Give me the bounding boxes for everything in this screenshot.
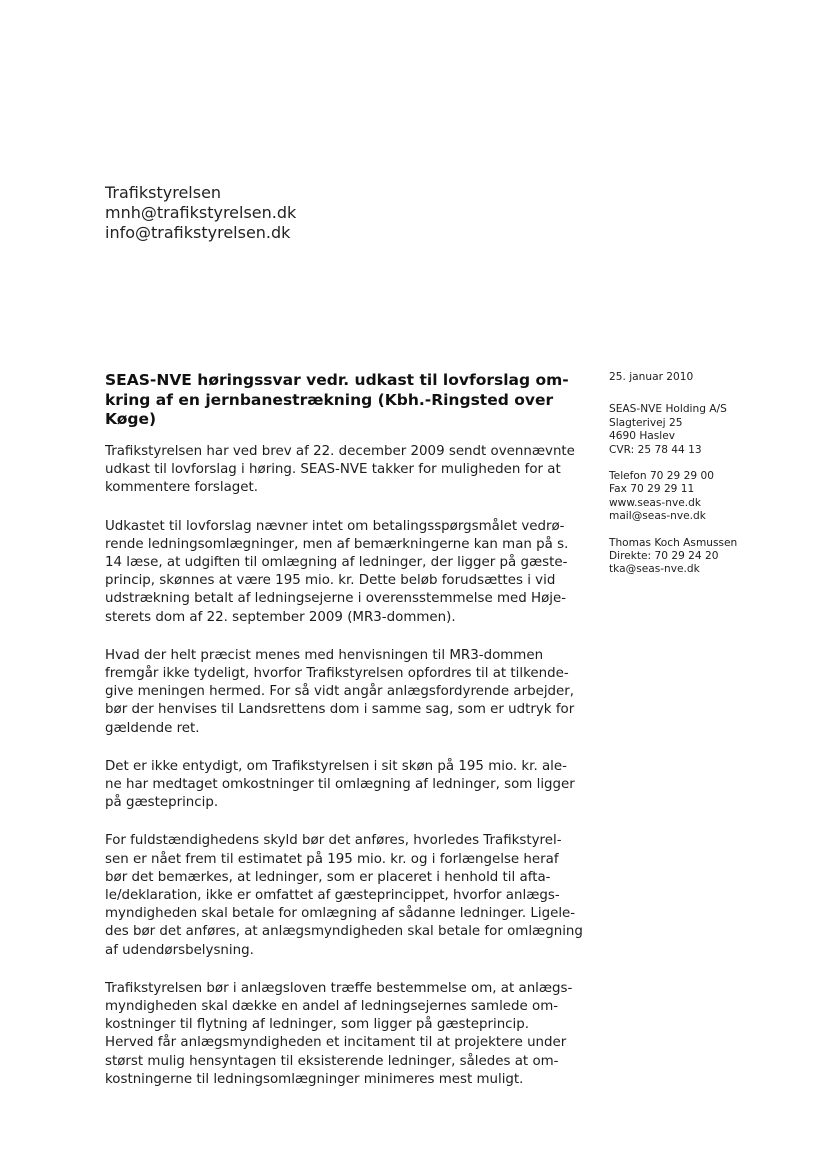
body-line: udstrækning betalt af ledningsejerne i overensstemmelse med Høje- bbox=[105, 591, 567, 607]
body-line: udkast til lovforslag i høring. SEAS-NVE takker for muligheden for at bbox=[105, 462, 561, 478]
company-phone: Telefon 70 29 29 00 bbox=[609, 470, 714, 483]
body-line: størst mulig hensyntagen til eksisterende ledninger, således at om- bbox=[105, 1053, 559, 1069]
body-line: Udkastet til lovforslag nævner intet om betalingsspørgsmålet vedrø- bbox=[105, 518, 565, 534]
subject-line: SEAS-NVE høringssvar vedr. udkast til lovforslag om- bbox=[105, 371, 569, 389]
body-paragraph bbox=[105, 832, 595, 959]
body-paragraph bbox=[105, 647, 595, 738]
body-line: ne har medtaget omkostninger til omlægning af ledninger, som ligger bbox=[105, 777, 575, 793]
body-line: des bør det anføres, at anlægsmyndigheden skal betale for omlægning bbox=[105, 924, 583, 940]
company-email: mail@seas-nve.dk bbox=[609, 510, 706, 523]
body-paragraph bbox=[105, 758, 595, 813]
recipient-name: Trafikstyrelsen bbox=[105, 183, 222, 202]
person-email: tka@seas-nve.dk bbox=[609, 563, 700, 576]
body-line: kostningerne til ledningsomlægninger minimeres mest muligt. bbox=[105, 1071, 524, 1087]
body-paragraph bbox=[105, 518, 595, 627]
subject-line: kring af en jernbanestrækning (Kbh.-Ringsted over bbox=[105, 390, 554, 409]
body-line: le/deklaration, ikke er omfattet af gæsteprincippet, hvorfor anlægs- bbox=[105, 888, 560, 904]
body-line: på gæsteprincip. bbox=[105, 795, 219, 811]
body-line: myndigheden skal betale for omlægning af sådanne ledninger. Ligele- bbox=[105, 906, 576, 922]
body-line: give meningen hermed. For så vidt angår anlægsfordyrende arbejder, bbox=[105, 684, 575, 700]
body-line: kommentere forslaget. bbox=[105, 480, 259, 496]
body-line: gældende ret. bbox=[105, 720, 200, 736]
body-paragraph bbox=[105, 980, 595, 1089]
body-line: Trafikstyrelsen bør i anlægsloven træffe bestemmelse om, at anlægs- bbox=[105, 980, 573, 996]
letter-date bbox=[609, 371, 799, 384]
body-line: 14 læse, at udgiften til omlægning af ledninger, der ligger på gæste- bbox=[105, 555, 568, 571]
contact-person bbox=[609, 537, 799, 577]
recipient-email-2: info@trafikstyrelsen.dk bbox=[105, 223, 291, 242]
body-paragraph bbox=[105, 443, 595, 498]
company-address bbox=[609, 403, 799, 457]
body-line: Hvad der helt præcist menes med henvisningen til MR3-dommen bbox=[105, 647, 544, 663]
person-name: Thomas Koch Asmussen bbox=[609, 536, 738, 549]
person-direct-phone: Direkte: 70 29 24 20 bbox=[609, 550, 719, 563]
body-line: bør der henvises til Landsrettens dom i samme sag, som er udtryk for bbox=[105, 702, 575, 718]
recipient-email-1: mnh@trafikstyrelsen.dk bbox=[105, 203, 297, 222]
body-line: af udendørsbelysning. bbox=[105, 942, 254, 958]
body-line: Herved får anlægsmyndigheden et incitament til at projektere under bbox=[105, 1035, 567, 1051]
recipient-block bbox=[105, 183, 296, 243]
company-cvr: CVR: 25 78 44 13 bbox=[609, 443, 702, 456]
body-line: sen er nået frem til estimatet på 195 mio. kr. og i forlængelse heraf bbox=[105, 851, 559, 867]
body-line: rende ledningsomlægninger, men af bemærkningerne kan man på s. bbox=[105, 536, 569, 552]
date-text: 25. januar 2010 bbox=[609, 371, 694, 383]
body-line: princip, skønnes at være 195 mio. kr. Dette beløb forudsættes i vid bbox=[105, 573, 556, 589]
body-line: fremgår ikke tydeligt, hvorfor Trafikstyrelsen opfordres til at tilkende- bbox=[105, 666, 569, 682]
body-line: bør det bemærkes, at ledninger, som er placeret i henhold til afta- bbox=[105, 869, 551, 885]
body-line: For fuldstændighedens skyld bør det anføres, hvorledes Trafikstyrel- bbox=[105, 833, 562, 849]
body-line: Det er ikke entydigt, om Trafikstyrelsen i sit skøn på 195 mio. kr. ale- bbox=[105, 758, 567, 774]
letter-subject bbox=[105, 371, 575, 430]
letter-body bbox=[105, 443, 595, 1109]
body-line: myndigheden skal dække en andel af ledningsejernes samlede om- bbox=[105, 999, 559, 1015]
company-website: www.seas-nve.dk bbox=[609, 496, 701, 509]
company-fax: Fax 70 29 29 11 bbox=[609, 483, 695, 496]
subject-line: Køge) bbox=[105, 410, 157, 428]
company-street: Slagterivej 25 bbox=[609, 416, 683, 429]
company-city: 4690 Haslev bbox=[609, 430, 676, 443]
company-contact bbox=[609, 470, 799, 524]
body-line: sterets dom af 22. september 2009 (MR3-dommen). bbox=[105, 609, 456, 625]
body-line: Trafikstyrelsen har ved brev af 22. december 2009 sendt ovennævnte bbox=[105, 444, 575, 459]
body-line: kostninger til flytning af ledninger, som ligger på gæsteprincip. bbox=[105, 1017, 530, 1033]
company-name: SEAS-NVE Holding A/S bbox=[609, 403, 727, 416]
sender-sidebar bbox=[609, 371, 799, 590]
